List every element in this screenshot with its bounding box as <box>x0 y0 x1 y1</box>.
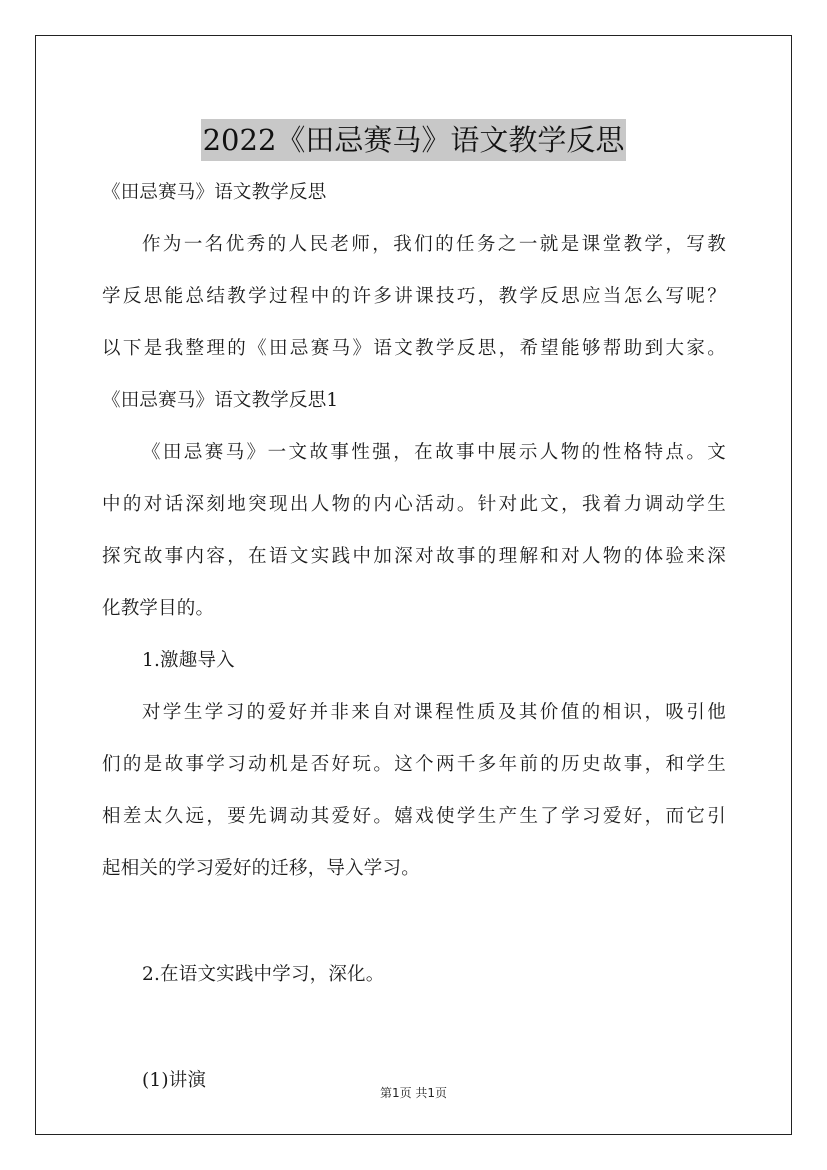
paragraph-line: 中的对话深刻地突现出人物的内心活动。针对此文，我着力调动学生 <box>102 494 726 515</box>
spacer <box>102 895 726 949</box>
paragraph-line: 《田忌赛马》一文故事性强，在故事中展示人物的性格特点。文 <box>142 442 726 463</box>
paragraph-line: 以下是我整理的《田忌赛马》语文教学反思，希望能够帮助到大家。 <box>102 338 726 359</box>
list-heading: 1.激趣导入 <box>142 650 235 671</box>
list-heading: 2.在语文实践中学习，深化。 <box>142 964 385 985</box>
list-subheading: (1)讲演 <box>142 1070 207 1091</box>
document-title: 2022《田忌赛马》语文教学反思 <box>201 119 627 161</box>
paragraph-line: 作为一名优秀的人民老师，我们的任务之一就是课堂教学，写教 <box>142 234 726 255</box>
document-body <box>102 167 726 1107</box>
page-number: 第1页 共1页 <box>379 1086 448 1100</box>
paragraph-line: 相差太久远，要先调动其爱好。嬉戏使学生产生了学习爱好，而它引 <box>102 806 726 827</box>
spacer <box>102 1001 726 1055</box>
paragraph-line: 起相关的学习爱好的迁移，导入学习。 <box>102 858 420 879</box>
section-heading: 《田忌赛马》语文教学反思1 <box>102 390 339 411</box>
paragraph-line: 学反思能总结教学过程中的许多讲课技巧，教学反思应当怎么写呢？ <box>102 286 726 307</box>
paragraph-line: 对学生学习的爱好并非来自对课程性质及其价值的相识，吸引他 <box>142 702 726 723</box>
paragraph-line: 探究故事内容，在语文实践中加深对故事的理解和对人物的体验来深 <box>102 546 726 567</box>
paragraph-line: 化教学目的。 <box>102 598 215 619</box>
paragraph-line: 们的是故事学习动机是否好玩。这个两千多年前的历史故事，和学生 <box>102 754 726 775</box>
subtitle-line: 《田忌赛马》语文教学反思 <box>102 182 327 203</box>
